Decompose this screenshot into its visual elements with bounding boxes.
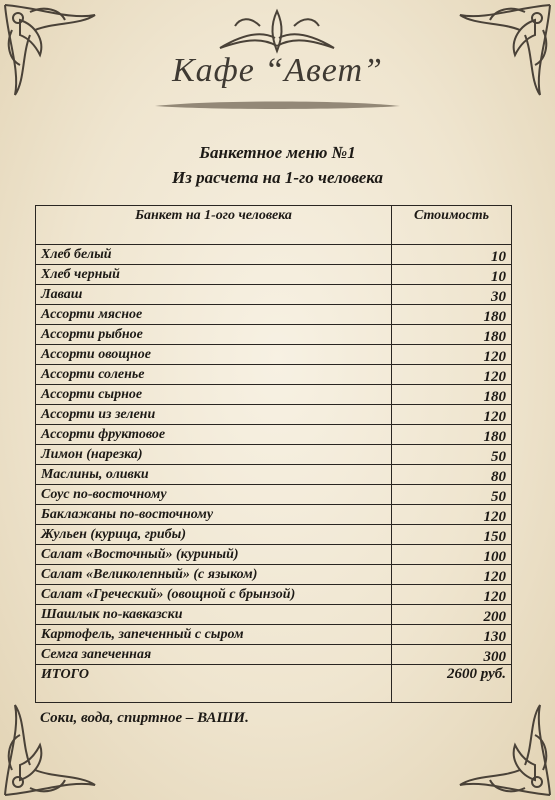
cafe-name: Кафе “Авет” — [172, 52, 383, 89]
table-row — [36, 625, 512, 645]
menu-title: Банкетное меню №1 — [199, 143, 356, 162]
table-row — [36, 545, 512, 565]
table-row — [36, 325, 512, 345]
flourish-corner-icon — [445, 690, 555, 800]
item-name: Жульен (курица, грибы) — [36, 525, 392, 545]
item-price: 120 — [483, 409, 506, 425]
flourish-top-icon — [200, 6, 355, 56]
table-row — [36, 585, 512, 605]
item-name: Хлеб черный — [36, 265, 392, 285]
table-row — [36, 565, 512, 585]
item-name: Баклажаны по-восточному — [36, 505, 392, 525]
item-name: Ассорти из зелени — [36, 405, 392, 425]
item-name: Маслины, оливки — [36, 465, 392, 485]
table-row — [36, 465, 512, 485]
item-price: 100 — [483, 549, 506, 565]
item-price: 50 — [491, 489, 506, 505]
table-row — [36, 605, 512, 625]
item-price: 80 — [491, 469, 506, 485]
item-name: Соус по-восточному — [36, 485, 392, 505]
item-price: 200 — [483, 609, 506, 625]
footer-note: Соки, вода, спиртное – ВАШИ. — [40, 710, 249, 726]
item-price: 10 — [491, 269, 506, 285]
item-name: Шашлык по-кавказски — [36, 605, 392, 625]
item-price: 120 — [483, 509, 506, 525]
item-name: Ассорти сырное — [36, 385, 392, 405]
item-name: Семга запеченная — [36, 645, 392, 665]
item-price: 120 — [483, 369, 506, 385]
item-name: Салат «Восточный» (куриный) — [36, 545, 392, 565]
table-row — [36, 305, 512, 325]
table-row — [36, 525, 512, 545]
item-name: Лимон (нарезка) — [36, 445, 392, 465]
item-price: 180 — [483, 329, 506, 345]
header-price: Стоимость — [392, 206, 512, 245]
item-price: 150 — [483, 529, 506, 545]
table-row — [36, 505, 512, 525]
item-name: Ассорти фруктовое — [36, 425, 392, 445]
table-row — [36, 485, 512, 505]
item-name: Ассорти мясное — [36, 305, 392, 325]
item-name: Картофель, запеченный с сыром — [36, 625, 392, 645]
header-item: Банкет на 1-ого человека — [36, 206, 392, 245]
item-price: 30 — [491, 289, 506, 305]
table-row — [36, 365, 512, 385]
table-row — [36, 265, 512, 285]
menu-subtitle: Из расчета на 1-го человека — [172, 168, 383, 187]
table-row — [36, 285, 512, 305]
total-label: ИТОГО — [36, 665, 392, 703]
total-row — [36, 665, 512, 703]
table-row — [36, 445, 512, 465]
item-price: 120 — [483, 589, 506, 605]
flourish-corner-icon — [0, 690, 110, 800]
item-price: 120 — [483, 349, 506, 365]
item-name: Ассорти овощное — [36, 345, 392, 365]
table-row — [36, 425, 512, 445]
table-row — [36, 645, 512, 665]
table-header-row — [36, 206, 512, 245]
item-price: 50 — [491, 449, 506, 465]
menu-table — [35, 205, 512, 703]
item-price: 120 — [483, 569, 506, 585]
item-price: 180 — [483, 429, 506, 445]
table-row — [36, 345, 512, 365]
item-price: 10 — [491, 249, 506, 265]
table-row — [36, 405, 512, 425]
item-price: 130 — [483, 629, 506, 645]
item-price: 180 — [483, 309, 506, 325]
total-value: 2600 руб. — [392, 665, 512, 703]
item-name: Салат «Великолепный» (с языком) — [36, 565, 392, 585]
item-price: 300 — [483, 649, 506, 665]
item-name: Салат «Греческий» (овощной с брынзой) — [36, 585, 392, 605]
table-row — [36, 245, 512, 265]
table-row — [36, 385, 512, 405]
item-name: Хлеб белый — [36, 245, 392, 265]
item-name: Ассорти рыбное — [36, 325, 392, 345]
item-name: Ассорти соленье — [36, 365, 392, 385]
title-divider — [150, 100, 405, 112]
item-name: Лаваш — [36, 285, 392, 305]
item-price: 180 — [483, 389, 506, 405]
